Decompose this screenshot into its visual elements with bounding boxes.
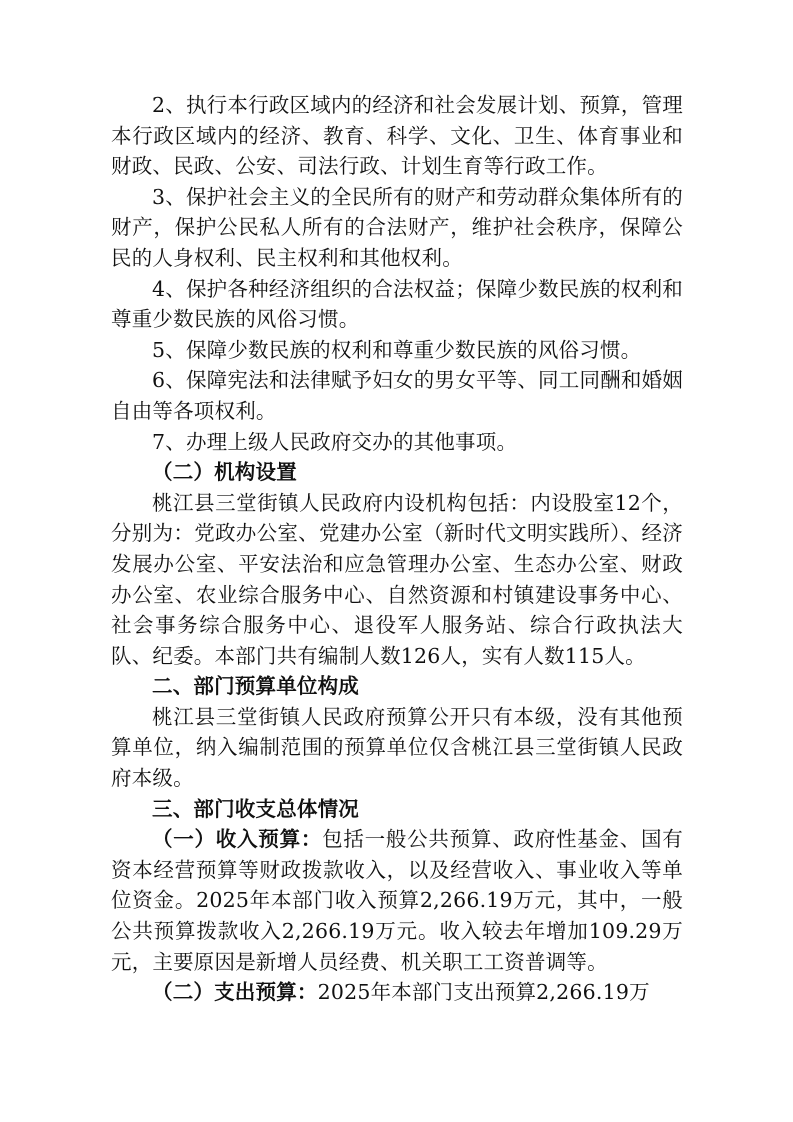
budget-units-paragraph: 桃江县三堂街镇人民政府预算公开只有本级，没有其他预算单位，纳入编制范围的预算单位仅含桃江县三堂街镇人民政府本级。 xyxy=(111,704,683,791)
institutions-paragraph: 桃江县三堂街镇人民政府内设机构包括：内设股室12个，分别为：党政办公室、党建办公室（新时代文明实践所）、经济发展办公室、平安法治和应急管理办公室、生态办公室、财政办公室、农业综合服务中心、自然资源和村镇建设事务中心、社会事务综合服务中心、退役军人服务站、综合行政执法大队、纪委。本部门共有编制人数126人，实有人数115人。 xyxy=(111,490,683,668)
duty-item-4: 4、保护各种经济组织的合法权益；保障少数民族的权利和尊重少数民族的风俗习惯。 xyxy=(111,276,683,332)
duty-item-6: 6、保障宪法和法律赋予妇女的男女平等、同工同酬和婚姻自由等各项权利。 xyxy=(111,368,683,423)
income-budget-text: 包括一般公共预算、政府性基金、国有资本经营预算等财政拨款收入，以及经营收入、事业收入等单位资金。2025年本部门收入预算2,266.19万元，其中，一般公共预算拨款收入2,266.19万元。收入较去年增加109.29万元，主要原因是新增人员经费、机关职工工资普调等。 xyxy=(111,827,683,974)
budget-units-heading: 二、部门预算单位构成 xyxy=(152,674,359,699)
expense-budget-text: 2025年本部门支出预算2,266.19万 xyxy=(317,980,650,1005)
expense-budget-lead: （二）支出预算： xyxy=(152,980,318,1005)
duty-item-3: 3、保护社会主义的全民所有的财产和劳动群众集体所有的财产，保护公民私人所有的合法财产，维护社会秩序，保障公民的人身权利、民主权利和其他权利。 xyxy=(111,184,683,270)
duty-item-5: 5、保障少数民族的权利和尊重少数民族的风俗习惯。 xyxy=(152,337,642,362)
duty-item-2: 2、执行本行政区域内的经济和社会发展计划、预算，管理本行政区域内的经济、教育、科学、文化、卫生、体育事业和财政、民政、公安、司法行政、计划生育等行政工作。 xyxy=(111,93,683,179)
institutions-heading: （二）机构设置 xyxy=(152,460,297,485)
document-body xyxy=(111,90,683,1008)
income-budget-paragraph xyxy=(111,824,683,977)
duty-item-7: 7、办理上级人民政府交办的其他事项。 xyxy=(152,429,518,454)
income-budget-lead: （一）收入预算： xyxy=(152,827,323,852)
expense-budget-paragraph xyxy=(111,977,683,1008)
income-expense-heading: 三、部门收支总体情况 xyxy=(152,796,359,821)
